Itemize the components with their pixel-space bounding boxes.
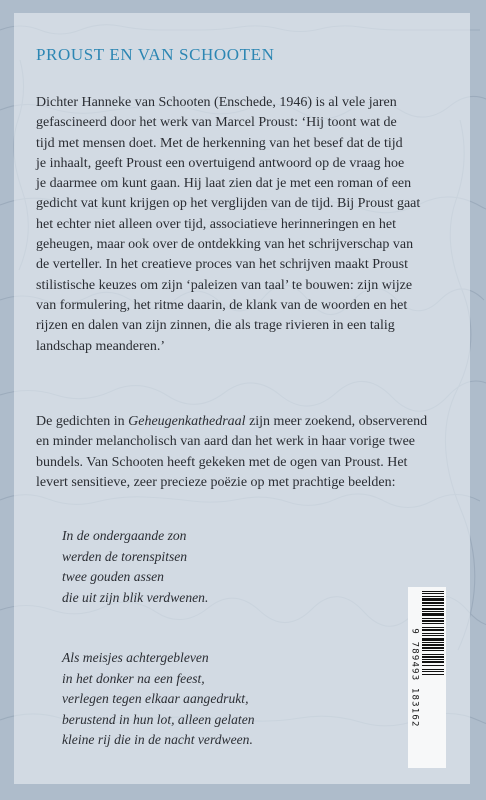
- intro-paragraph: [36, 93, 456, 357]
- isbn-number: 9 789493 183162: [410, 627, 420, 728]
- page-title: PROUST EN VAN SCHOOTEN: [36, 45, 275, 64]
- paragraph-line: je daarmee om kunt gaan. Hij laat zien dat je met een roman of een: [36, 176, 412, 192]
- barcode-bar: [422, 591, 444, 592]
- paragraph-line: tijd met mensen doet. Met de herkenning van het besef dat de tijd: [36, 135, 403, 151]
- barcode-bar: [422, 642, 444, 643]
- barcode-bar: [422, 635, 444, 636]
- barcode-bar: [422, 623, 444, 624]
- barcode-bar: [422, 644, 444, 646]
- paragraph-line: rijzen en dalen van zijn zinnen, die als trage rivieren in een talig: [36, 318, 395, 334]
- barcode-bar: [422, 598, 444, 601]
- barcode-bar: [422, 602, 444, 604]
- paragraph-line: gedicht vat kunt krijgen op het verglijden van de tijd. Bij Proust gaat: [36, 196, 421, 212]
- paragraph-line: stilistische keuzes om zijn ‘paleizen van taal’ te bouwen: zijn wijze: [36, 277, 413, 293]
- description-paragraph: [36, 412, 456, 493]
- barcode-bar: [422, 638, 444, 641]
- poem-line: Als meisjes achtergebleven: [62, 650, 209, 665]
- paragraph-line: Dichter Hanneke van Schooten (Enschede, 1946) is al vele jaren: [36, 95, 397, 110]
- book-title: Geheugenkathedraal: [128, 414, 246, 429]
- barcode-bar: [422, 669, 444, 670]
- poem-line: verlegen tegen elkaar aangedrukt,: [62, 691, 249, 706]
- paragraph-line: en minder melancholisch van aard dan het werk in haar vorige twee: [36, 434, 416, 450]
- barcode-bar: [422, 596, 444, 597]
- isbn-barcode: [408, 587, 446, 768]
- barcode-bar: [422, 618, 444, 619]
- poem-line: In de ondergaande zon: [62, 528, 187, 543]
- barcode-bar: [422, 627, 444, 628]
- paragraph-line: gefascineerd door het werk van Marcel Proust: ‘Hij toont wat de: [36, 115, 397, 131]
- barcode-bar: [422, 659, 444, 660]
- barcode-bar: [422, 674, 444, 675]
- paragraph-line-start: De gedichten in: [36, 414, 129, 429]
- barcode-bar: [422, 611, 444, 612]
- paragraph-line-end: zijn meer zoekend, observerend: [245, 414, 428, 429]
- poem-stanza-2: [62, 648, 422, 751]
- poem-line: berustend in hun lot, alleen gelaten: [62, 711, 255, 727]
- poem-line: twee gouden assen: [62, 569, 164, 584]
- paragraph-line: levert sensitieve, zeer precieze poëzie op met prachtige beelden:: [36, 474, 396, 490]
- barcode-bar: [422, 620, 444, 622]
- poem-line: werden de torenspitsen: [62, 548, 188, 564]
- paragraph-line: de verteller. In het creatieve proces van het schrijven maakt Proust: [36, 257, 409, 273]
- barcode-bar: [422, 613, 444, 616]
- poem-line: in het donker na een feest,: [62, 670, 205, 686]
- barcode-bar: [422, 661, 444, 663]
- barcode-bar: [422, 633, 444, 634]
- paragraph-line: bundels. Van Schooten heeft gekeken met de ogen van Proust. Het: [36, 454, 408, 470]
- poem-line: kleine rij die in de nacht verdween.: [62, 732, 253, 747]
- barcode-bar: [422, 593, 444, 594]
- paragraph-line: geheugen, maar ook over de ontdekking van het schrijverschap van: [36, 237, 414, 253]
- barcode-bar: [422, 650, 444, 651]
- barcode-bar: [422, 605, 444, 606]
- paragraph-line: je inhaalt, geeft Proust een overtuigend antwoord op de vraag hoe: [36, 155, 405, 171]
- paragraph-line: het echter niet alleen over tijd, associatieve herinneringen en het: [36, 216, 396, 232]
- barcode-bar: [422, 608, 444, 610]
- barcode-bar: [422, 665, 444, 666]
- poem-line: die uit zijn blik verdwenen.: [62, 589, 209, 605]
- barcode-bar: [422, 654, 444, 655]
- paragraph-line: landschap meanderen.’: [36, 338, 166, 354]
- barcode-bar: [422, 647, 444, 649]
- barcode-bar: [422, 629, 444, 631]
- barcode-bars: [422, 591, 444, 764]
- barcode-bar: [422, 671, 444, 672]
- paragraph-line: van formulering, het ritme daarin, de klank van de woorden en het: [36, 297, 408, 313]
- poem-stanza-1: [62, 526, 422, 608]
- barcode-bar: [422, 656, 444, 658]
